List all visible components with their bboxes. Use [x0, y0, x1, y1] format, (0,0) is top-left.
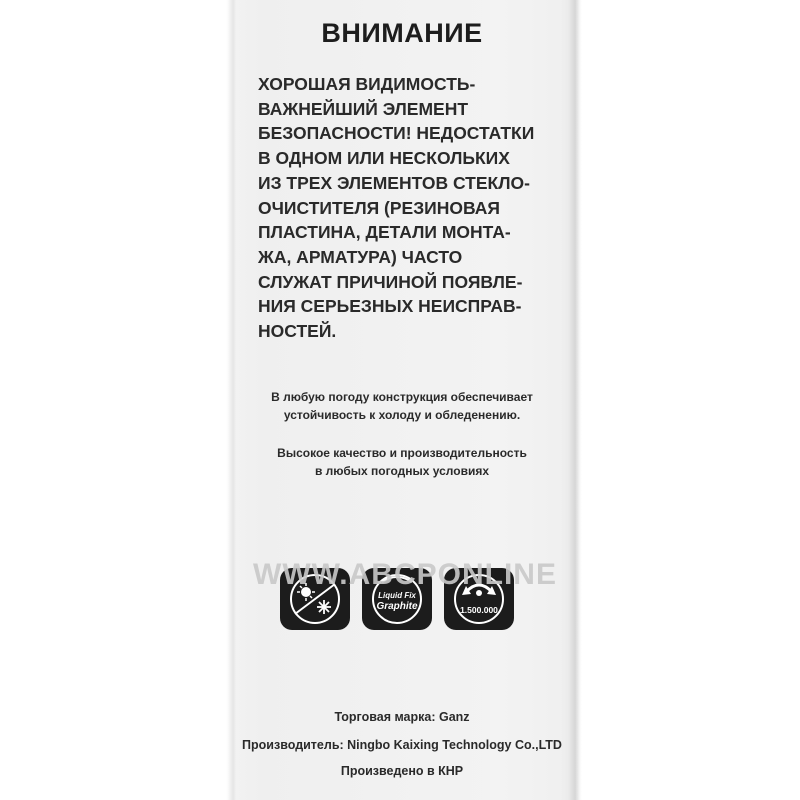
warning-title: ВНИМАНИЕ — [321, 18, 483, 48]
watermark: WWW.ABCPONLINE — [253, 558, 557, 591]
origin-line: Произведено в КНР — [340, 764, 464, 778]
warning-line: ЖА, АРМАТУРА) ЧАСТО — [258, 246, 463, 267]
warning-line: В ОДНОМ ИЛИ НЕСКОЛЬКИХ — [258, 148, 510, 169]
warning-line: ПЛАСТИНА, ДЕТАЛИ МОНТА- — [258, 222, 511, 243]
feature-line: устойчивость к холоду и обледенению. — [283, 408, 521, 422]
feature-quality — [232, 444, 572, 480]
brand-line: Торговая марка: Ganz — [334, 710, 470, 724]
warning-line: ИЗ ТРЕХ ЭЛЕМЕНТОВ СТЕКЛО- — [258, 172, 530, 193]
feature-line: в любых погодных условиях — [314, 464, 490, 478]
feature-line: Высокое качество и производительность — [277, 446, 527, 460]
warning-line: НОСТЕЙ. — [258, 321, 337, 342]
warning-line: ХОРОШАЯ ВИДИМОСТЬ- — [258, 74, 476, 94]
warning-line: СЛУЖАТ ПРИЧИНОЙ ПОЯВЛЕ- — [258, 271, 523, 292]
graphite-line1: Liquid Fix — [378, 591, 416, 600]
warning-line: ВАЖНЕЙШИЙ ЭЛЕМЕНТ — [258, 98, 469, 119]
warning-line: НИЯ СЕРЬЕЗНЫХ НЕИСПРАВ- — [258, 296, 522, 317]
feature-line: В любую погоду конструкция обеспечивает — [271, 390, 533, 404]
graphite-line2: Graphite — [376, 601, 418, 612]
cycles-value: 1.500.000 — [460, 605, 498, 615]
warning-text — [258, 72, 548, 344]
warning-line: БЕЗОПАСНОСТИ! НЕДОСТАТКИ — [258, 123, 535, 144]
manufacturer-line: Производитель: Ningbo Kaixing Technology Co.,LTD — [242, 738, 562, 752]
warning-line: ОЧИСТИТЕЛЯ (РЕЗИНОВАЯ — [258, 197, 500, 218]
feature-cold-resistance — [232, 388, 572, 424]
